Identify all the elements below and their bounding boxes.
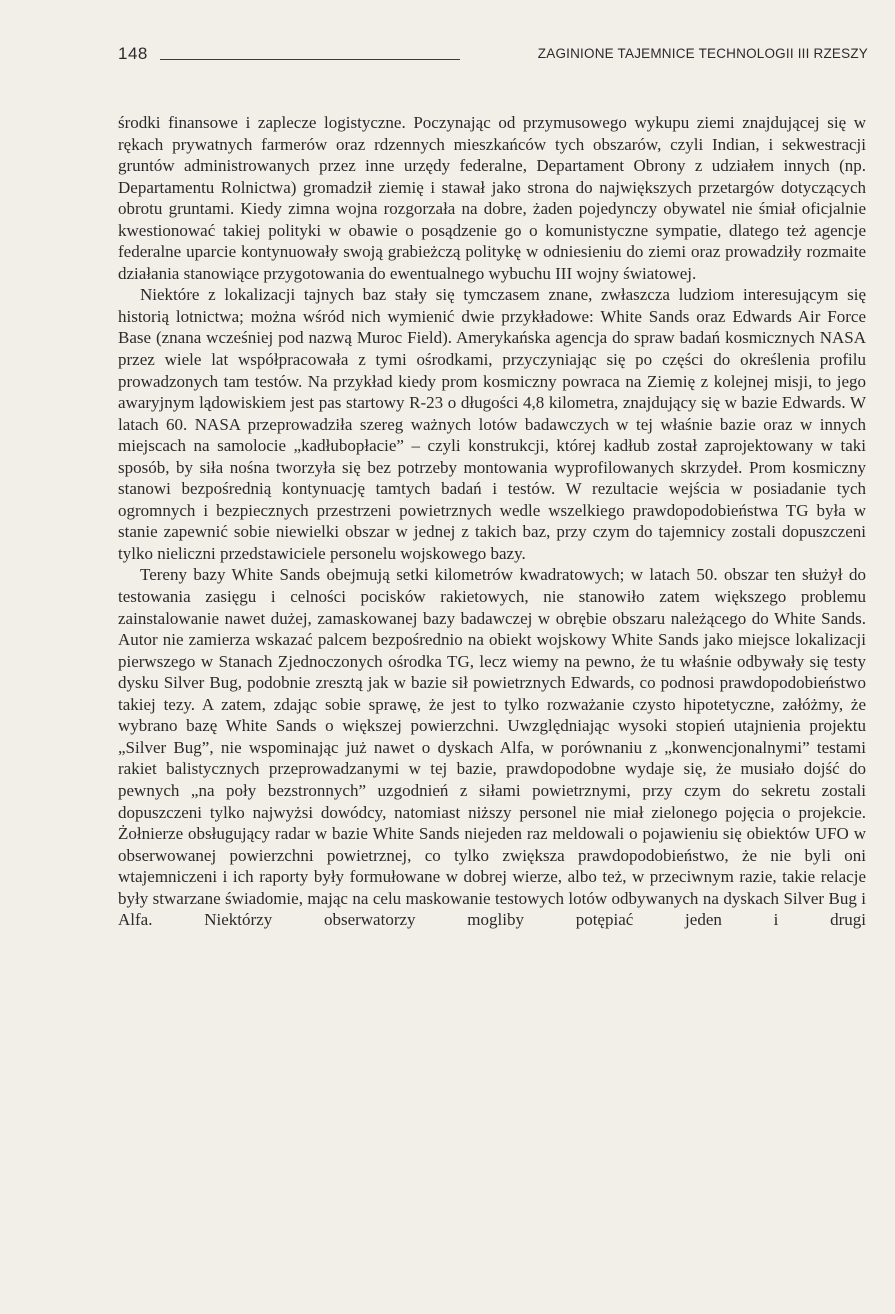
page-number: 148 [118, 44, 148, 63]
paragraph-1: środki finansowe i zaplecze logistyczne. Poczynając od przymusowego wykupu ziemi znajdującej się w rękach prywatnych farmerów oraz rdzennych mieszkańców tych obszarów, czyli Indian, i sekwestracji gruntów administrowanych przez inne urzędy federalne, Departament Obrony z udziałem innych (np. Departamentu Rolnictwa) gromadził ziemię i stawał jako strona do największych przetargów dotyczących obrotu gruntami. Kiedy zimna wojna rozgorzała na dobre, żaden pojedynczy obywatel nie śmiał oficjalnie kwestionować takiej polityki w obawie o posądzenie go o komunistyczne sympatie, dlatego też agencje federalne uparcie kontynuowały swoją grabieżczą politykę w odniesieniu do ziemi oraz prowadziły rozmaite działania stanowiące przygotowania do ewentualnego wybuchu III wojny światowej. [118, 113, 866, 283]
running-title: ZAGINIONE TAJEMNICE TECHNOLOGII III RZESZY [537, 46, 868, 61]
paragraph-3: Tereny bazy White Sands obejmują setki kilometrów kwadratowych; w latach 50. obszar ten służył do testowania zasięgu i celności pocisków rakietowych, nie stanowiło zatem większego problemu zainstalowanie nawet dużej, zamaskowanej bazy badawczej w obrębie obszaru należącego do White Sands. Autor nie zamierza wskazać palcem bezpośrednio na obiekt wojskowy White Sands jako miejsce lokalizacji pierwszego w Stanach Zjednoczonych ośrodka TG, lecz wiemy na pewno, że tu właśnie odbywały się testy dysku Silver Bug, podobnie zresztą jak w bazie sił powietrznych Edwards, co podnosi prawdopodobieństwo takiej tezy. A zatem, zdając sobie sprawę, że jest to tylko rozważanie czysto hipotetyczne, załóżmy, że wybrano bazę White Sands o większej powierzchni. Uwzględniając wysoki stopień utajnienia projektu „Silver Bug”, nie wspominając już nawet o dyskach Alfa, w porównaniu z „konwencjonalnymi” testami rakiet balistycznych przeprowadzanymi w tej bazie, prawdopodobne wydaje się, że musiało dojść do pewnych „na poły bezstronnych” uzgodnień z siłami powietrznymi, przy czym do sekretu zostali dopuszczeni tylko najwyżsi dowódcy, natomiast niższy personel nie miał zielonego pojęcia o projekcie. Żołnierze obsługujący radar w bazie White Sands niejeden raz meldowali o pojawieniu się obiektów UFO w obserwowanej powierzchni powietrznej, co tylko zwiększa prawdopodobieństwo, że nie byli oni wtajemniczeni i ich raporty były formułowane w dobrej wierze, albo też, w przeciwnym razie, takie relacje były stwarzane świadomie, mając na celu maskowanie testowych lotów odbywanych na dyskach Silver Bug i Alfa. Niektórzy obserwatorzy mogliby potępiać jeden i drugi [118, 565, 866, 930]
header-rule [160, 59, 460, 60]
page-header [118, 34, 868, 64]
body-text [118, 112, 866, 931]
paragraph-2: Niektóre z lokalizacji tajnych baz stały się tymczasem znane, zwłaszcza ludziom interesującym się historią lotnictwa; można wśród nich wymienić dwie przykładowe: White Sands oraz Edwards Air Force Base (znana wcześniej pod nazwą Muroc Field). Amerykańska agencja do spraw badań kosmicznych NASA przez wiele lat współpracowała z tymi ośrodkami, przyczyniając się po części do określenia profilu prowadzonych tam testów. Na przykład kiedy prom kosmiczny powraca na Ziemię z kolejnej misji, to jego awaryjnym lądowiskiem jest pas startowy R-23 o długości 4,8 kilometra, znajdujący się w bazie Edwards. W latach 60. NASA przeprowadziła szereg ważnych lotów badawczych w tej właśnie bazie oraz w innych miejscach na samolocie „kadłubopłacie” – czyli konstrukcji, której kadłub został zaprojektowany w taki sposób, by siła nośna tworzyła się bez potrzeby montowania wyprofilowanych skrzydeł. Prom kosmiczny stanowi bezpośrednią kontynuację tamtych badań i testów. W rezultacie wejścia w posiadanie tych ogromnych i bezpiecznych przestrzeni powietrznych wedle wszelkiego prawdopodobieństwa TG była w stanie zapewnić sobie niewielki obszar w jednej z takich baz, przy czym do tajemnicy zostali dopuszczeni tylko nieliczni przedstawiciele personelu wojskowego bazy. [118, 285, 866, 563]
